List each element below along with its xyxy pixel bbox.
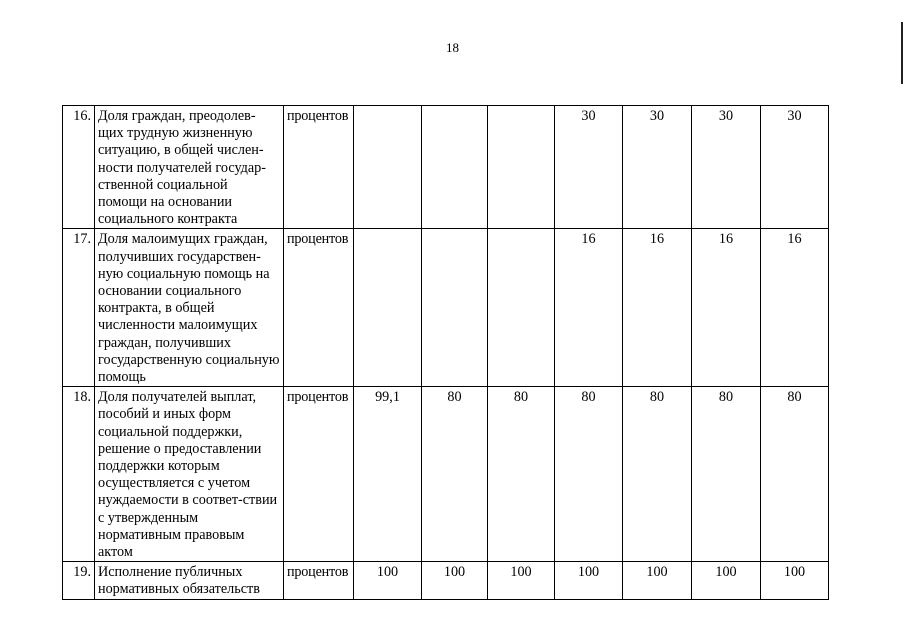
indicator-name: Исполнение публичных нормативных обязательств [95, 562, 284, 599]
unit-cell: процентов [284, 387, 354, 562]
value-cell: 16 [692, 229, 761, 387]
value-cell: 100 [761, 562, 829, 599]
value-cell [488, 229, 555, 387]
value-cell: 100 [692, 562, 761, 599]
value-cell: 100 [555, 562, 623, 599]
value-cell [354, 229, 422, 387]
indicators-table [62, 105, 829, 600]
value-cell [488, 106, 555, 229]
value-cell [422, 229, 488, 387]
page-edge-mark [901, 22, 903, 84]
value-cell: 30 [761, 106, 829, 229]
table-row [63, 106, 829, 229]
value-cell: 100 [623, 562, 692, 599]
value-cell: 100 [488, 562, 555, 599]
unit-cell: процентов [284, 562, 354, 599]
table-row [63, 229, 829, 387]
table-row [63, 562, 829, 599]
value-cell: 16 [555, 229, 623, 387]
value-cell [354, 106, 422, 229]
page-number: 18 [446, 40, 459, 55]
value-cell: 80 [422, 387, 488, 562]
value-cell: 80 [692, 387, 761, 562]
value-cell: 80 [761, 387, 829, 562]
value-cell: 99,1 [354, 387, 422, 562]
value-cell: 30 [623, 106, 692, 229]
row-number: 19. [63, 562, 95, 599]
value-cell: 30 [555, 106, 623, 229]
table-row [63, 387, 829, 562]
value-cell: 16 [761, 229, 829, 387]
value-cell: 80 [488, 387, 555, 562]
unit-cell: процентов [284, 106, 354, 229]
value-cell: 30 [692, 106, 761, 229]
value-cell: 80 [623, 387, 692, 562]
indicator-name: Доля получателей выплат, пособий и иных форм социальной поддержки, решение о предоставлении поддержки которым осуществляется с учетом нуждаемости в соответ-ствии с утвержденным нормативным правовым актом [95, 387, 284, 562]
value-cell: 80 [555, 387, 623, 562]
unit-cell: процентов [284, 229, 354, 387]
row-number: 16. [63, 106, 95, 229]
indicator-name: Доля граждан, преодолев-щих трудную жизненную ситуацию, в общей числен-ности получателей государ-ственной социальной помощи на основании социального контракта [95, 106, 284, 229]
value-cell [422, 106, 488, 229]
row-number: 18. [63, 387, 95, 562]
row-number: 17. [63, 229, 95, 387]
value-cell: 100 [422, 562, 488, 599]
value-cell: 16 [623, 229, 692, 387]
value-cell: 100 [354, 562, 422, 599]
indicator-name: Доля малоимущих граждан, получивших государствен-ную социальную помощь на основании социального контракта, в общей численности малоимущих граждан, получивших государственную социальную помощь [95, 229, 284, 387]
